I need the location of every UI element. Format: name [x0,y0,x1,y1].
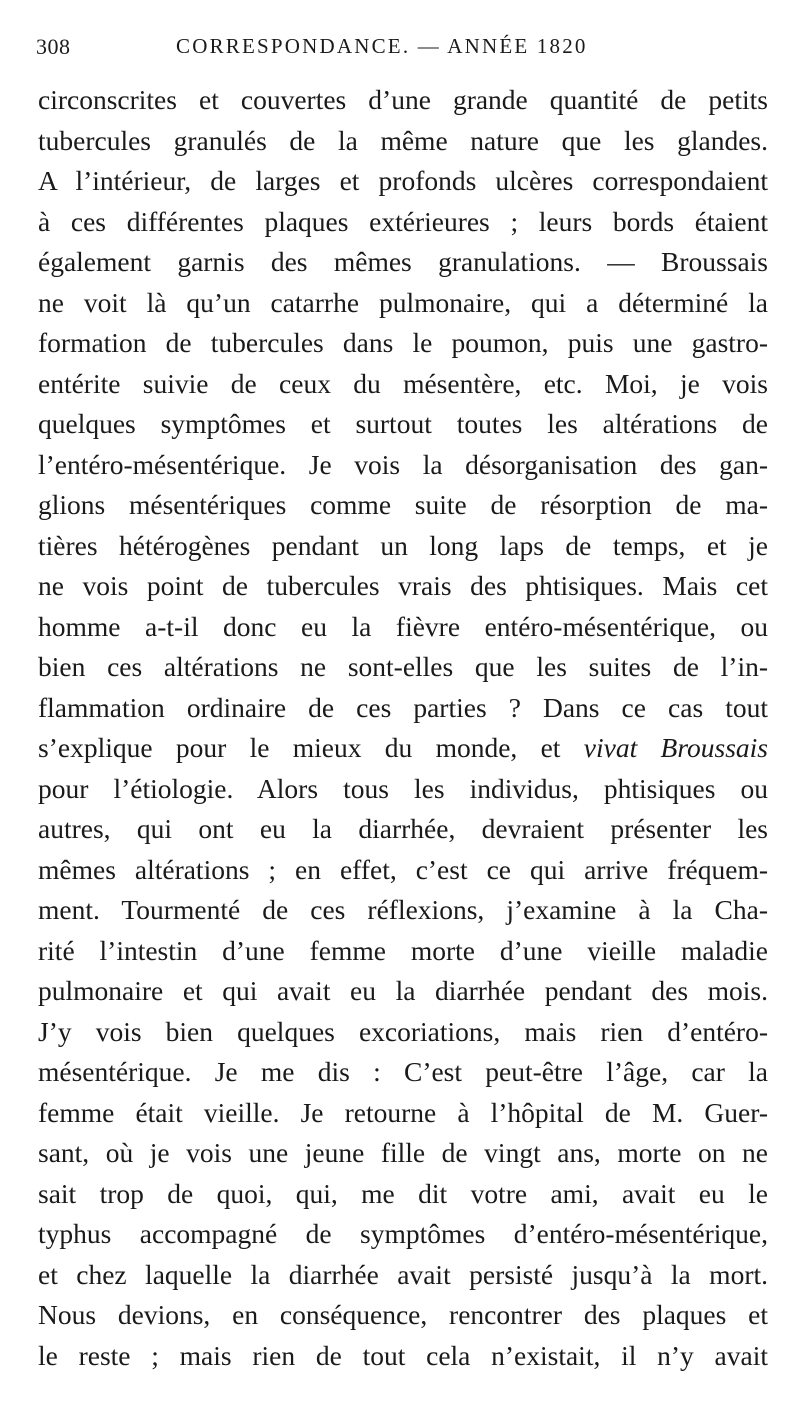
text-line: A l’intérieur, de larges et profonds ulcères correspondaient [38,165,768,196]
text-line: entérite suivie de ceux du mésentère, etc. Moi, je vois [38,367,768,399]
text-line: formation de tubercules dans le poumon, puis une gastro- [38,327,768,358]
text-line: également garnis des mêmes granulations. — Broussais [38,246,768,277]
text-line: et chez laquelle la diarrhée avait persisté jusqu’à la mort. [38,1258,768,1290]
page-header [36,30,766,66]
text-line: ne vois point de tubercules vrais des phtisiques. Mais cet [38,570,768,601]
text-line: sant, où je vois une jeune fille de vingt ans, morte on ne [38,1137,768,1168]
text-line: flammation ordinaire de ces parties ? Dans ce cas tout [38,691,768,723]
text-line: mêmes altérations ; en effet, c’est ce qui arrive fréquem- [38,853,768,885]
text-line: ment. Tourmenté de ces réflexions, j’examine à la Cha- [38,894,768,925]
text-line: Nous devions, en conséquence, rencontrer des plaques et [38,1299,768,1330]
text-line: quelques symptômes et surtout toutes les altérations de [38,408,768,439]
text-line: autres, qui ont eu la diarrhée, devraient présenter les [38,813,768,844]
text-line: J’y vois bien quelques excoriations, mais rien d’entéro- [38,1015,768,1047]
text-line: typhus accompagné de symptômes d’entéro-mésentérique, [38,1218,768,1249]
body-text [38,80,768,1376]
text-line: homme a-t-il donc eu la fièvre entéro-mésentérique, ou [38,610,768,642]
page-number: 308 [36,34,71,59]
text-line: pulmonaire et qui avait eu la diarrhée pendant des mois. [38,975,768,1006]
text-line: tières hétérogènes pendant un long laps de temps, et je [38,529,768,561]
text-line: mésentérique. Je me dis : C’est peut-être l’âge, car la [38,1056,768,1087]
text-line: femme était vieille. Je retourne à l’hôpital de M. Guer- [38,1096,768,1128]
text-line: tubercules granulés de la même nature que les glandes. [38,124,768,156]
text-line: ne voit là qu’un catarrhe pulmonaire, qui a déterminé la [38,286,768,318]
line-text: s’explique pour le mieux du monde, et [38,732,561,763]
text-line: sait trop de quoi, qui, me dit votre ami, avait eu le [38,1177,768,1209]
text-line-with-italic [38,728,768,769]
text-line: circonscrites et couvertes d’une grande quantité de petits [38,84,768,115]
text-line: le reste ; mais rien de tout cela n’existait, il n’y avait [38,1339,768,1371]
italic-phrase: vivat Broussais [583,732,768,763]
text-line: bien ces altérations ne sont-elles que les suites de l’in- [38,651,768,682]
text-line: rité l’intestin d’une femme morte d’une vieille maladie [38,934,768,966]
text-line: glions mésentériques comme suite de résorption de ma- [38,489,768,520]
text-line: l’entéro-mésentérique. Je vois la désorganisation des gan- [38,448,768,480]
text-line: pour l’étiologie. Alors tous les individus, phtisiques ou [38,772,768,804]
text-line: à ces différentes plaques extérieures ; leurs bords étaient [38,205,768,237]
running-head: CORRESPONDANCE. — ANNÉE 1820 [176,34,588,58]
